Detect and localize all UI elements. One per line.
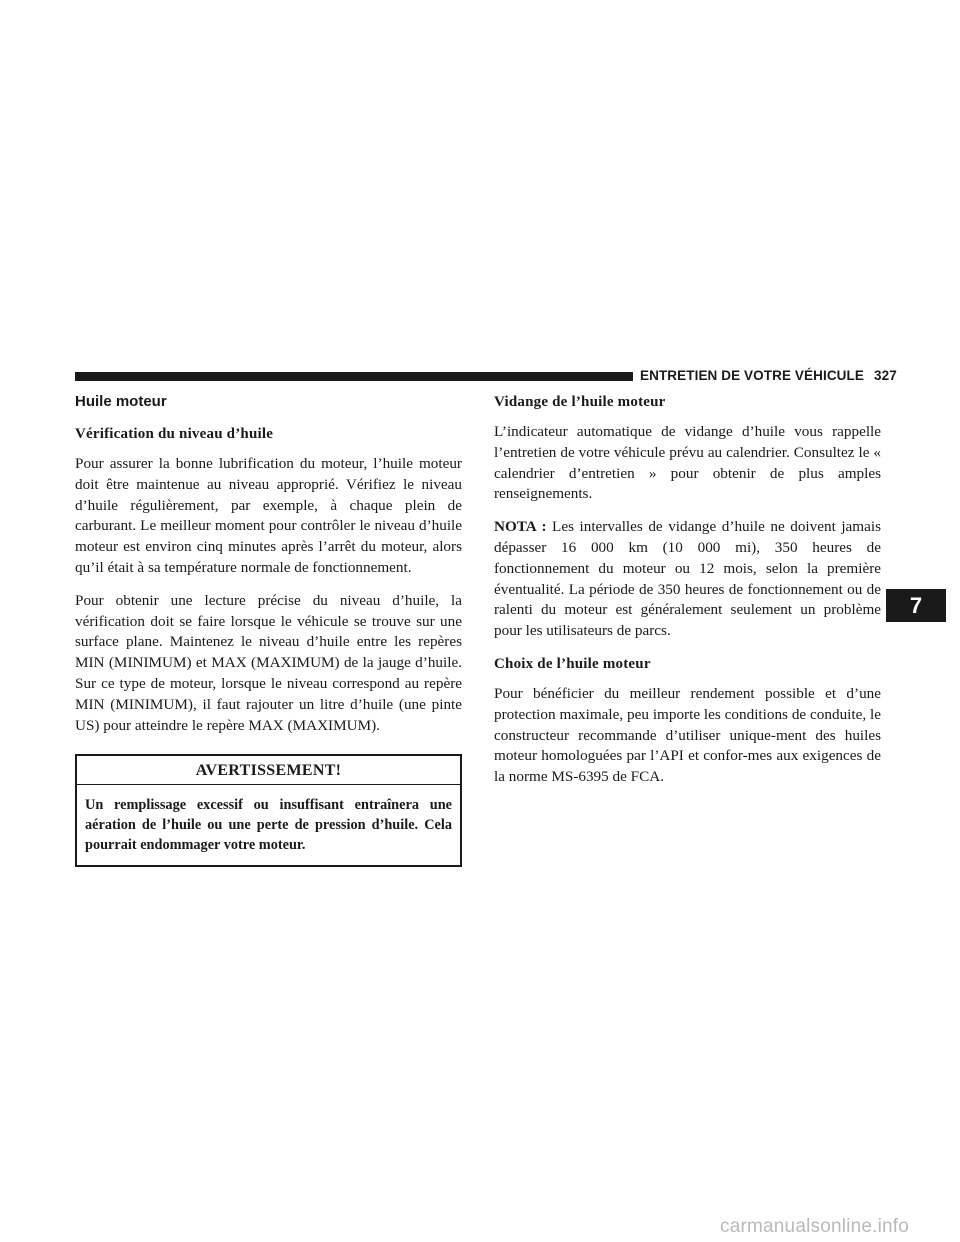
section-title-engine-oil: Huile moteur: [75, 393, 167, 410]
subtitle-oil-change: Vidange de l’huile moteur: [494, 394, 666, 410]
watermark: carmanualsonline.info: [720, 1216, 910, 1237]
chapter-tab: 7: [886, 589, 946, 622]
paragraph-oil-level-1: Pour assurer la bonne lubrification du moteur, l’huile moteur doit être maintenue au niveau approprié. Vérifiez le niveau d’huile régulièrement, par exemple, à chaque plein de carburant. Le meilleur moment pour contrôler le niveau d’huile moteur est environ cinq minutes après l’arrêt du moteur, alors qu’il était à sa température normale de fonctionnement.: [75, 455, 462, 576]
running-header: [640, 368, 897, 383]
header-section-title: ENTRETIEN DE VOTRE VÉHICULE: [640, 368, 864, 383]
header-rule: [75, 372, 633, 381]
note-paragraph: [494, 517, 881, 642]
subtitle-oil-level-check: Vérification du niveau d’huile: [75, 426, 274, 442]
paragraph-oil-level-2: Pour obtenir une lecture précise du niveau d’huile, la vérification doit se faire lorsque le véhicule se trouve sur une surface plane. Maintenez le niveau d’huile entre les repères MIN (MINIMUM) et MAX (MAXIMUM) de la jauge d’huile. Sur ce type de moteur, lorsque le niveau correspond au repère MIN (MINIMUM), il faut rajouter un litre d’huile (une pinte US) pour atteindre le repère MAX (MAXIMUM).: [75, 591, 462, 734]
note-label: NOTA :: [494, 518, 547, 536]
warning-text: Un remplissage excessif ou insuffisant entraînera une aération de l’huile ou une perte de pression d’huile. Cela pourrait endommager votre moteur.: [85, 797, 452, 854]
left-column: [75, 392, 462, 867]
warning-title: AVERTISSEMENT!: [77, 756, 460, 785]
note-text: Les intervalles de vidange d’huile ne doivent jamais dépasser 16 000 km (10 000 mi), 350 heures de fonctionnement du moteur ou 12 mois, selon la première éventualité. La période de 350 heures de fonctionnement ou de ralenti du moteur est généralement seulement un problème pour les utilisateurs de parcs.: [494, 518, 881, 640]
paragraph-oil-choice: Pour bénéficier du meilleur rendement possible et d’une protection maximale, peu importe les conditions de conduite, le constructeur recommande d’utiliser unique-ment des huiles moteur homologuées par l’API et confor-mes aux exigences de la norme MS-6395 de FCA.: [494, 684, 881, 786]
right-column: [494, 392, 881, 800]
page-number: 327: [873, 368, 897, 383]
warning-box: [75, 754, 462, 867]
subtitle-oil-choice: Choix de l’huile moteur: [494, 655, 651, 672]
paragraph-oil-change: L’indicateur automatique de vidange d’huile vous rappelle l’entretien de votre véhicule prévu au calendrier. Consultez le « calendrier d’entretien » pour obtenir de plus amples renseignements.: [494, 423, 881, 503]
